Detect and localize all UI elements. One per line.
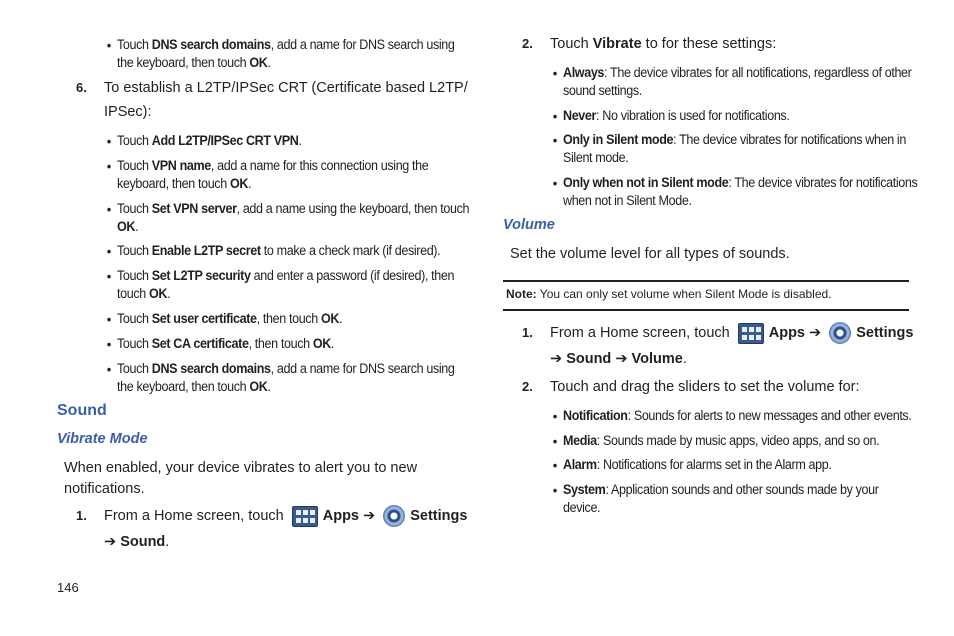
bullet-system: • System: Application sounds and other sounds made by your device. (552, 482, 879, 515)
bullet-only-when-not-silent: • Only when not in Silent mode: The device vibrates for notifications when not in Silent Mode. (552, 175, 918, 208)
step-2-vibrate: 2. Touch Vibrate to for these settings: (522, 36, 777, 52)
vibrate-step-1: 1. From a Home screen, touch Apps ➔ Settings ➔ Sound. (104, 503, 467, 555)
step-6: 6. To establish a L2TP/IPSec CRT (Certificate based L2TP/ IPSec): (76, 80, 468, 120)
apps-icon (292, 506, 318, 527)
volume-step-2: 2. Touch and drag the sliders to set the volume for: (522, 379, 860, 395)
bullet-add-l2tp: • Touch Add L2TP/IPSec CRT VPN. (106, 133, 302, 149)
section-heading-sound: Sound (57, 402, 107, 419)
bullet-dns-search-2: • Touch DNS search domains, add a name for DNS search using the keyboard, then touch OK. (106, 361, 455, 394)
bullet-l2tp-security: • Touch Set L2TP security and enter a password (if desired), then touch OK. (106, 268, 455, 301)
subheading-vibrate-mode: Vibrate Mode (57, 431, 148, 447)
note: Note: You can only set volume when Silent Mode is disabled. (506, 287, 832, 301)
volume-step-1: 1. From a Home screen, touch Apps ➔ Settings ➔ Sound ➔ Volume. (550, 320, 913, 372)
bullet-vpn-name: • Touch VPN name, add a name for this connection using the keyboard, then touch OK. (106, 158, 429, 191)
bullet-ca-certificate: • Touch Set CA certificate, then touch OK. (106, 336, 335, 352)
note-top-rule (503, 280, 909, 282)
vibrate-description: When enabled, your device vibrates to alert you to new notifications. (64, 460, 418, 497)
subheading-volume: Volume (503, 217, 555, 233)
bullet-dns-search-1: • Touch DNS search domains, add a name for DNS search using the keyboard, then touch OK. (106, 37, 455, 70)
bullet-alarm: • Alarm: Notifications for alarms set in the Alarm app. (552, 457, 832, 473)
settings-gear-icon (829, 322, 851, 344)
bullet-vpn-server: • Touch Set VPN server, add a name using the keyboard, then touch OK. (106, 201, 470, 234)
volume-description: Set the volume level for all types of sounds. (510, 246, 790, 262)
settings-gear-icon (383, 505, 405, 527)
page-number: 146 (57, 580, 79, 595)
bullet-media: • Media: Sounds made by music apps, video apps, and so on. (552, 433, 880, 449)
note-bottom-rule (503, 309, 909, 311)
bullet-notification: • Notification: Sounds for alerts to new messages and other events. (552, 408, 912, 424)
bullet-only-in-silent: • Only in Silent mode: The device vibrates for notifications when in Silent mode. (552, 132, 906, 165)
bullet-always: • Always: The device vibrates for all notifications, regardless of other sound settings. (552, 65, 912, 98)
bullet-never: • Never: No vibration is used for notifications. (552, 108, 790, 124)
bullet-enable-l2tp-secret: • Touch Enable L2TP secret to make a check mark (if desired). (106, 243, 441, 259)
bullet-user-certificate: • Touch Set user certificate, then touch OK. (106, 311, 343, 327)
apps-icon (738, 323, 764, 344)
